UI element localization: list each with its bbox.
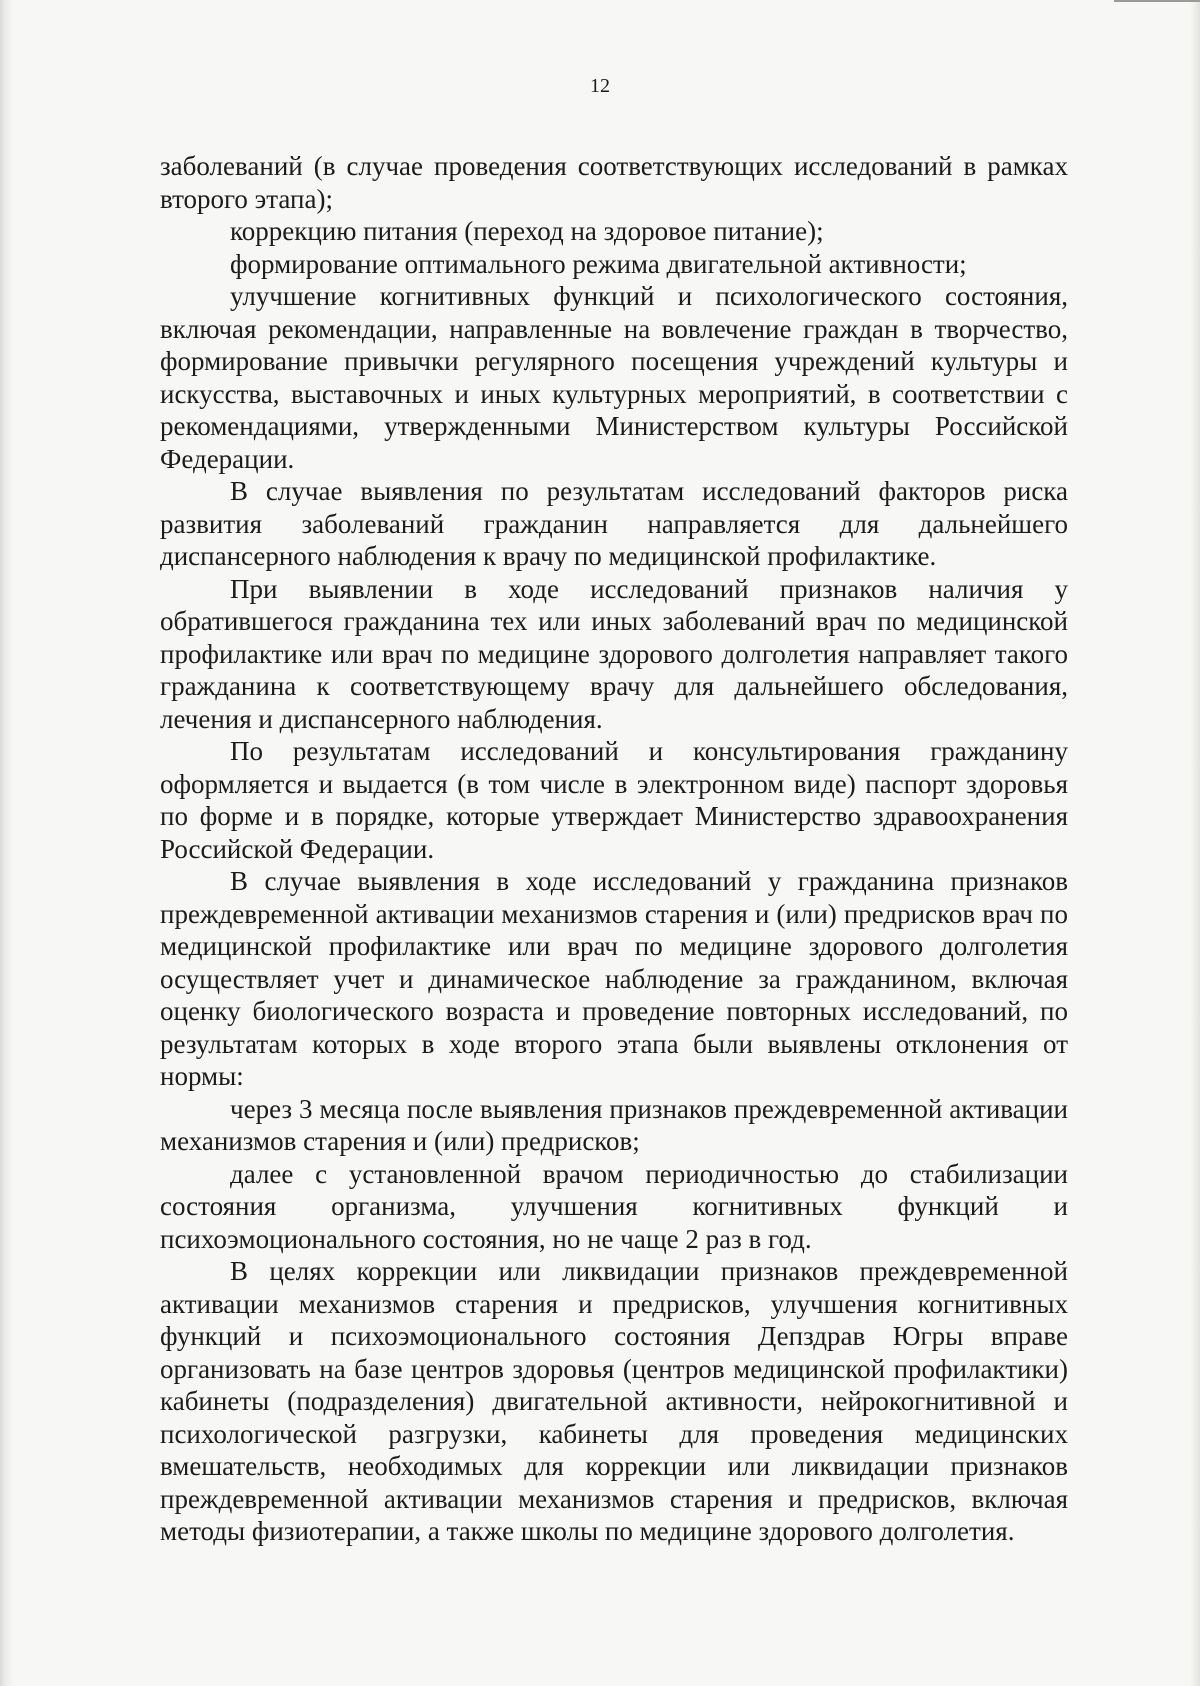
list-item-cognitive: улучшение когнитивных функций и психологического состояния, включая рекомендации, направленные на вовлечение граждан в творчество, формирование привычки регулярного посещения учреждений культуры и искусства, выставочных и иных культурных мероприятий, в соответствии с рекомендациями, утвержденными Министерством культуры Российской Федерации. [160, 281, 1068, 474]
paragraph-risk-factors: В случае выявления по результатам исследований факторов риска развития заболеваний гражданин направляется для дальнейшего диспансерного наблюдения к врачу по медицинской профилактике. [160, 476, 1068, 571]
scan-left-edge [0, 0, 14, 1686]
paragraph-continuation: заболеваний (в случае проведения соответствующих исследований в рамках второго этапа); [160, 151, 1068, 214]
document-body [160, 150, 1068, 1548]
paragraph-aging-monitoring: В случае выявления в ходе исследований у гражданина признаков преждевременной активации механизмов старения и (или) предрисков врач по медицинской профилактике или врач по медицине здорового долголетия осуществляет учет и динамическое наблюдение за гражданином, включая оценку биологического возраста и проведение повторных исследований, по результатам которых в ходе второго этапа были выявлены отклонения от нормы: [160, 866, 1068, 1091]
scan-top-mark [1114, 0, 1200, 2]
list-item-physical-activity: формирование оптимального режима двигательной активности; [230, 248, 967, 279]
paragraph-health-passport: По результатам исследований и консультирования гражданину оформляется и выдается (в том числе в электронном виде) паспорт здоровья по форме и в порядке, которые утверждает Министерство здравоохранения Российской Федерации. [160, 736, 1068, 864]
page-number: 12 [590, 75, 610, 97]
paragraph-correction-units: В целях коррекции или ликвидации признаков преждевременной активации механизмов старения и предрисков, улучшения когнитивных функций и психоэмоционального состояния Депздрав Югры вправе организовать на базе центров здоровья (центров медицинской профилактики) кабинеты (подразделения) двигательной активности, нейрокогнитивной и психологической разгрузки, кабинеты для проведения медицинских вмешательств, необходимых для коррекции или ликвидации признаков преждевременной активации механизмов старения и предрисков, включая методы физиотерапии, а также школы по медицине здорового долголетия. [160, 1256, 1068, 1546]
list-item-periodicity: далее с установленной врачом периодичностью до стабилизации состояния организма, улучшения когнитивных функций и психоэмоционального состояния, но не чаще 2 раз в год. [160, 1158, 1068, 1254]
paragraph-disease-signs: При выявлении в ходе исследований признаков наличия у обратившегося гражданина тех или иных заболеваний врач по медицинской профилактике или врач по медицине здорового долголетия направляет такого гражданина к соответствующему врачу для дальнейшего обследования, лечения и диспансерного наблюдения. [160, 573, 1068, 734]
scan-right-edge [1190, 0, 1200, 1686]
list-item-three-months: через 3 месяца после выявления признаков преждевременной активации механизмов старения и (или) предрисков; [160, 1093, 1068, 1156]
list-item-nutrition: коррекцию питания (переход на здоровое питание); [230, 216, 824, 246]
